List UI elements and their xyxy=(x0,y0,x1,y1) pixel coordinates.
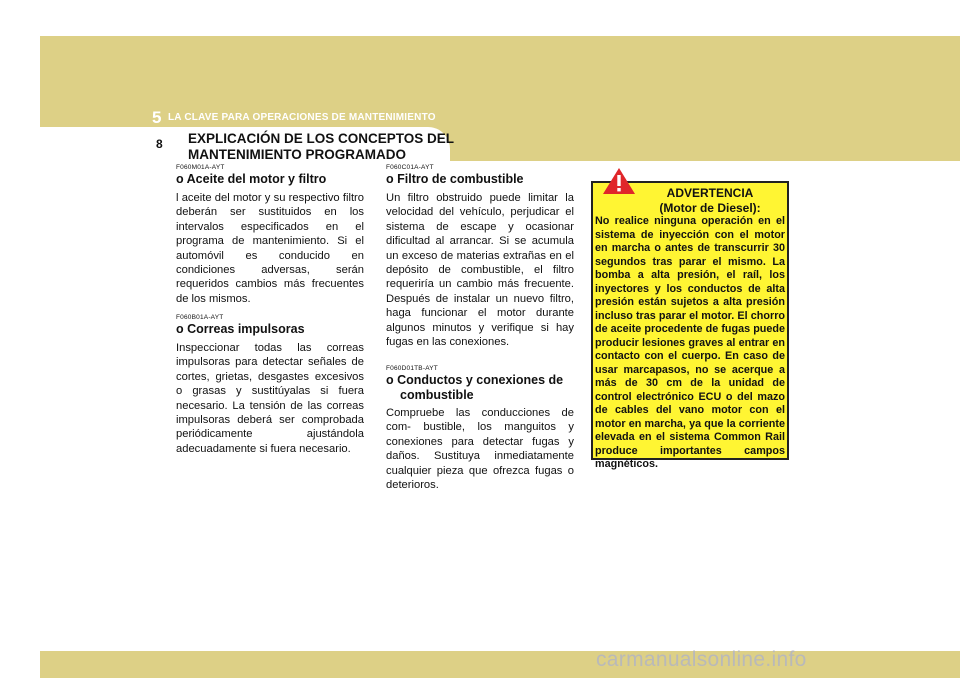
oil-section-code: F060M01A-AYT xyxy=(176,164,225,171)
fuel-filter-section-title: o Filtro de combustible xyxy=(386,172,524,186)
warning-title-line1: ADVERTENCIA xyxy=(666,186,754,200)
warning-title-line2: (Motor de Diesel): xyxy=(659,201,761,215)
section-title-line2: MANTENIMIENTO PROGRAMADO xyxy=(188,147,406,162)
warning-text: No realice ninguna operación en el sistema de inyección con el motor en marcha o antes de transcurrir 30 segundos tras parar el mismo. La bomba a alta presión, el raíl, los inyectores y los conductos de alta presión están sujetos a alta presión incluso tras parar el motor. El chorro de aceite procedente de fugas puede producir lesiones graves al entrar en contacto con el cuerpo. En caso de usar marcapasos, no se acerque a más de 30 cm de la unidad de control electrónico ECU o del mazo de cables del vano motor con el motor en marcha, ya que la corriente elevada en el sistema Common Rail produce importantes campos magnéticos. xyxy=(595,215,785,470)
watermark: carmanualsonline.info xyxy=(596,648,807,671)
oil-section-title: o Aceite del motor y filtro xyxy=(176,172,327,186)
fuel-lines-section-code: F060D01TB-AYT xyxy=(386,365,438,372)
content-area-corner xyxy=(40,127,172,167)
belts-section-text: Inspeccionar todas las correas impulsoras para detectar señales de cortes, grietas, desgastes excesivos o grasas y sustitúyalas si fuera necesario. La tensión de las correas impulsoras deberá ser comprobada periódicamente ajustándola adecuadamente si fuera necesario. xyxy=(176,342,364,455)
chapter-number: 5 xyxy=(152,108,162,127)
fuel-lines-section-text: Compruebe las conducciones de com- bustible, los manguitos y conexiones para detectar fugas y daños. Sustituya inmediatamente cualquier pieza que ofrezca fugas o deterioros. xyxy=(386,407,574,492)
fuel-lines-section-title xyxy=(386,373,576,403)
belts-section-code: F060B01A-AYT xyxy=(176,314,224,321)
warning-title xyxy=(600,186,780,216)
oil-section-text: l aceite del motor y su respectivo filtro deberán ser sustituidos en los intervalos especificados en el programa de mantenimiento. Si el automóvil es conducido en condiciones adversas, serán requeridos cambios más frecuentes de los mismos. xyxy=(176,192,364,305)
section-title-line1: EXPLICACIÓN DE LOS CONCEPTOS DEL xyxy=(188,131,455,146)
fuel-filter-section-text: Un filtro obstruido puede limitar la velocidad del vehículo, perjudicar el sistema de escape y ocasionar dificultad al arrancar. Si se acumula un exceso de materias extrañas en el depósito de combustible, el filtro requeriría un cambio más frecuente. Después de instalar un nuevo filtro, haga funcionar el motor durante algunos minutos y verifique si hay fugas en las conexiones. xyxy=(386,192,574,349)
page-number: 8 xyxy=(156,137,163,151)
fuel-filter-section-code: F060C01A-AYT xyxy=(386,164,434,171)
chapter-title: LA CLAVE PARA OPERACIONES DE MANTENIMIENTO xyxy=(168,112,436,123)
section-title xyxy=(188,131,458,163)
fuel-lines-title-line2: combustible xyxy=(400,388,474,402)
belts-section-title: o Correas impulsoras xyxy=(176,322,305,336)
fuel-lines-title-line1: o Conductos y conexiones de xyxy=(386,373,564,387)
header-bar xyxy=(40,36,960,122)
